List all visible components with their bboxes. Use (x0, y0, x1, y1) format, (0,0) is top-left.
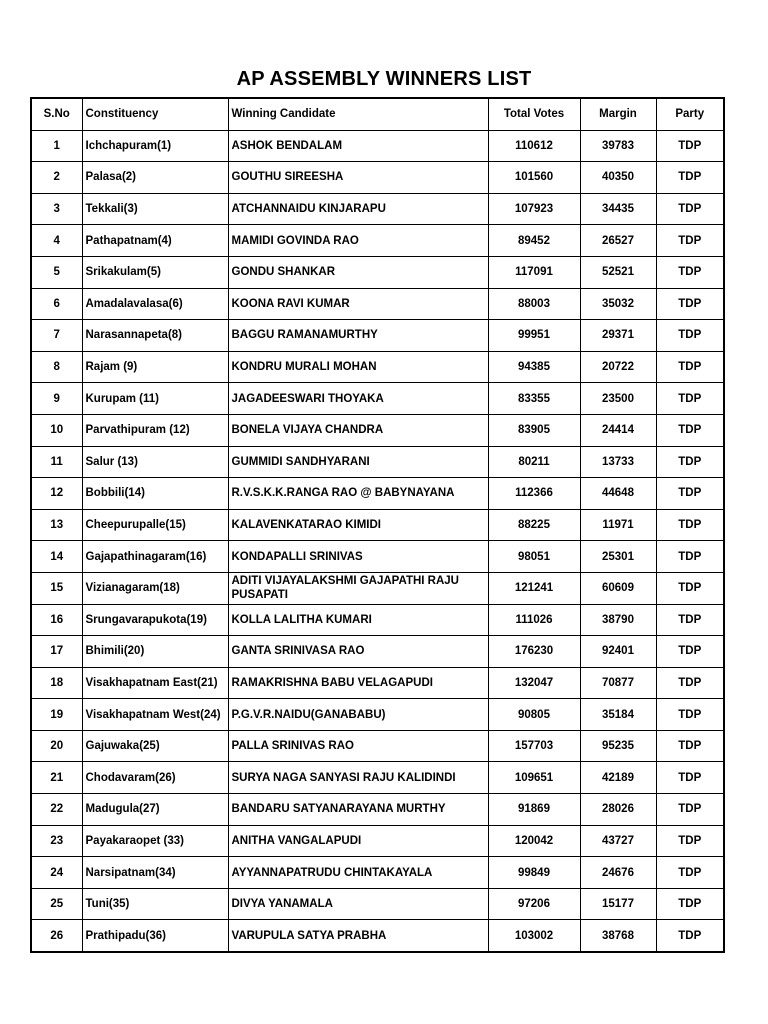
cell-margin: 13733 (580, 446, 656, 478)
cell-total-votes: 88003 (488, 288, 580, 320)
cell-sno: 14 (31, 541, 82, 573)
cell-margin: 26527 (580, 225, 656, 257)
column-header-candidate: Winning Candidate (228, 98, 488, 130)
table-row (31, 572, 724, 604)
column-header-constituency: Constituency (82, 98, 228, 130)
cell-sno: 21 (31, 762, 82, 794)
cell-total-votes: 99951 (488, 320, 580, 352)
cell-total-votes: 89452 (488, 225, 580, 257)
table-header-row (31, 98, 724, 130)
cell-margin: 11971 (580, 509, 656, 541)
cell-margin: 95235 (580, 730, 656, 762)
cell-candidate: P.G.V.R.NAIDU(GANABABU) (228, 699, 488, 731)
cell-candidate: BONELA VIJAYA CHANDRA (228, 414, 488, 446)
cell-candidate: ATCHANNAIDU KINJARAPU (228, 193, 488, 225)
table-row (31, 478, 724, 510)
cell-sno: 6 (31, 288, 82, 320)
cell-sno: 24 (31, 857, 82, 889)
cell-sno: 5 (31, 256, 82, 288)
table-row (31, 857, 724, 889)
table-row (31, 604, 724, 636)
cell-candidate: KONDAPALLI SRINIVAS (228, 541, 488, 573)
cell-margin: 24414 (580, 414, 656, 446)
cell-constituency: Srungavarapukota(19) (82, 604, 228, 636)
cell-total-votes: 101560 (488, 162, 580, 194)
cell-candidate: BANDARU SATYANARAYANA MURTHY (228, 794, 488, 826)
table-row (31, 920, 724, 952)
cell-margin: 29371 (580, 320, 656, 352)
cell-margin: 38768 (580, 920, 656, 952)
cell-party: TDP (656, 478, 724, 510)
column-header-sno: S.No (31, 98, 82, 130)
cell-sno: 26 (31, 920, 82, 952)
cell-candidate: MAMIDI GOVINDA RAO (228, 225, 488, 257)
cell-margin: 40350 (580, 162, 656, 194)
cell-margin: 70877 (580, 667, 656, 699)
cell-constituency: Visakhapatnam East(21) (82, 667, 228, 699)
table-row (31, 288, 724, 320)
winners-table (30, 97, 725, 953)
cell-candidate: ADITI VIJAYALAKSHMI GAJAPATHI RAJU PUSAPATI (228, 572, 488, 604)
table-row (31, 699, 724, 731)
cell-constituency: Vizianagaram(18) (82, 572, 228, 604)
cell-constituency: Salur (13) (82, 446, 228, 478)
cell-candidate: GONDU SHANKAR (228, 256, 488, 288)
cell-constituency: Narasannapeta(8) (82, 320, 228, 352)
cell-margin: 25301 (580, 541, 656, 573)
cell-party: TDP (656, 636, 724, 668)
cell-constituency: Pathapatnam(4) (82, 225, 228, 257)
table-row (31, 794, 724, 826)
cell-total-votes: 90805 (488, 699, 580, 731)
cell-sno: 20 (31, 730, 82, 762)
cell-constituency: Parvathipuram (12) (82, 414, 228, 446)
cell-sno: 10 (31, 414, 82, 446)
cell-party: TDP (656, 699, 724, 731)
cell-sno: 8 (31, 351, 82, 383)
cell-constituency: Ichchapuram(1) (82, 130, 228, 162)
cell-party: TDP (656, 288, 724, 320)
cell-total-votes: 98051 (488, 541, 580, 573)
page-title: AP ASSEMBLY WINNERS LIST (236, 68, 532, 90)
table-row (31, 256, 724, 288)
cell-total-votes: 103002 (488, 920, 580, 952)
cell-margin: 92401 (580, 636, 656, 668)
cell-constituency: Cheepurupalle(15) (82, 509, 228, 541)
cell-candidate: SURYA NAGA SANYASI RAJU KALIDINDI (228, 762, 488, 794)
cell-sno: 22 (31, 794, 82, 826)
cell-total-votes: 110612 (488, 130, 580, 162)
cell-candidate: PALLA SRINIVAS RAO (228, 730, 488, 762)
cell-constituency: Tuni(35) (82, 888, 228, 920)
cell-party: TDP (656, 604, 724, 636)
table-row (31, 225, 724, 257)
cell-party: TDP (656, 888, 724, 920)
cell-candidate: JAGADEESWARI THOYAKA (228, 383, 488, 415)
cell-party: TDP (656, 541, 724, 573)
cell-party: TDP (656, 130, 724, 162)
cell-candidate: GOUTHU SIREESHA (228, 162, 488, 194)
cell-sno: 19 (31, 699, 82, 731)
cell-constituency: Gajuwaka(25) (82, 730, 228, 762)
cell-party: TDP (656, 351, 724, 383)
cell-constituency: Visakhapatnam West(24) (82, 699, 228, 731)
cell-margin: 42189 (580, 762, 656, 794)
cell-candidate: ASHOK BENDALAM (228, 130, 488, 162)
table-row (31, 509, 724, 541)
cell-margin: 28026 (580, 794, 656, 826)
cell-candidate: KOONA RAVI KUMAR (228, 288, 488, 320)
cell-candidate: KOLLA LALITHA KUMARI (228, 604, 488, 636)
cell-total-votes: 83905 (488, 414, 580, 446)
cell-total-votes: 107923 (488, 193, 580, 225)
cell-sno: 2 (31, 162, 82, 194)
cell-total-votes: 99849 (488, 857, 580, 889)
table-row (31, 383, 724, 415)
cell-total-votes: 117091 (488, 256, 580, 288)
column-header-party: Party (656, 98, 724, 130)
cell-total-votes: 91869 (488, 794, 580, 826)
table-row (31, 193, 724, 225)
cell-candidate: VARUPULA SATYA PRABHA (228, 920, 488, 952)
cell-constituency: Chodavaram(26) (82, 762, 228, 794)
cell-constituency: Payakaraopet (33) (82, 825, 228, 857)
cell-total-votes: 80211 (488, 446, 580, 478)
cell-party: TDP (656, 383, 724, 415)
cell-party: TDP (656, 320, 724, 352)
cell-constituency: Tekkali(3) (82, 193, 228, 225)
table-row (31, 636, 724, 668)
cell-margin: 15177 (580, 888, 656, 920)
cell-total-votes: 97206 (488, 888, 580, 920)
cell-candidate: DIVYA YANAMALA (228, 888, 488, 920)
cell-total-votes: 109651 (488, 762, 580, 794)
cell-party: TDP (656, 667, 724, 699)
table-row (31, 888, 724, 920)
cell-constituency: Palasa(2) (82, 162, 228, 194)
table-row (31, 825, 724, 857)
table-row (31, 446, 724, 478)
cell-sno: 23 (31, 825, 82, 857)
column-header-margin: Margin (580, 98, 656, 130)
cell-candidate: R.V.S.K.K.RANGA RAO @ BABYNAYANA (228, 478, 488, 510)
cell-constituency: Prathipadu(36) (82, 920, 228, 952)
cell-margin: 23500 (580, 383, 656, 415)
cell-party: TDP (656, 572, 724, 604)
cell-constituency: Kurupam (11) (82, 383, 228, 415)
cell-constituency: Narsipatnam(34) (82, 857, 228, 889)
cell-constituency: Rajam (9) (82, 351, 228, 383)
cell-candidate: KALAVENKATARAO KIMIDI (228, 509, 488, 541)
cell-candidate: GUMMIDI SANDHYARANI (228, 446, 488, 478)
cell-sno: 13 (31, 509, 82, 541)
cell-party: TDP (656, 509, 724, 541)
cell-sno: 4 (31, 225, 82, 257)
cell-constituency: Bhimili(20) (82, 636, 228, 668)
cell-total-votes: 83355 (488, 383, 580, 415)
cell-party: TDP (656, 162, 724, 194)
cell-constituency: Gajapathinagaram(16) (82, 541, 228, 573)
cell-party: TDP (656, 446, 724, 478)
cell-sno: 17 (31, 636, 82, 668)
cell-total-votes: 112366 (488, 478, 580, 510)
cell-total-votes: 120042 (488, 825, 580, 857)
cell-margin: 44648 (580, 478, 656, 510)
table-row (31, 541, 724, 573)
table-row (31, 320, 724, 352)
cell-party: TDP (656, 193, 724, 225)
cell-sno: 16 (31, 604, 82, 636)
cell-total-votes: 121241 (488, 572, 580, 604)
cell-candidate: KONDRU MURALI MOHAN (228, 351, 488, 383)
cell-total-votes: 94385 (488, 351, 580, 383)
column-header-total-votes: Total Votes (488, 98, 580, 130)
table-row (31, 162, 724, 194)
cell-margin: 35032 (580, 288, 656, 320)
cell-candidate: RAMAKRISHNA BABU VELAGAPUDI (228, 667, 488, 699)
cell-margin: 52521 (580, 256, 656, 288)
cell-margin: 39783 (580, 130, 656, 162)
cell-party: TDP (656, 794, 724, 826)
cell-candidate: ANITHA VANGALAPUDI (228, 825, 488, 857)
cell-party: TDP (656, 256, 724, 288)
cell-sno: 1 (31, 130, 82, 162)
cell-constituency: Madugula(27) (82, 794, 228, 826)
cell-total-votes: 88225 (488, 509, 580, 541)
cell-party: TDP (656, 762, 724, 794)
cell-sno: 7 (31, 320, 82, 352)
cell-party: TDP (656, 730, 724, 762)
cell-sno: 12 (31, 478, 82, 510)
cell-sno: 18 (31, 667, 82, 699)
table-row (31, 351, 724, 383)
cell-margin: 35184 (580, 699, 656, 731)
cell-candidate: GANTA SRINIVASA RAO (228, 636, 488, 668)
cell-constituency: Bobbili(14) (82, 478, 228, 510)
table-row (31, 130, 724, 162)
cell-candidate: AYYANNAPATRUDU CHINTAKAYALA (228, 857, 488, 889)
cell-total-votes: 132047 (488, 667, 580, 699)
table-row (31, 414, 724, 446)
cell-party: TDP (656, 825, 724, 857)
cell-party: TDP (656, 225, 724, 257)
cell-sno: 9 (31, 383, 82, 415)
cell-candidate: BAGGU RAMANAMURTHY (228, 320, 488, 352)
cell-total-votes: 157703 (488, 730, 580, 762)
cell-total-votes: 111026 (488, 604, 580, 636)
cell-margin: 20722 (580, 351, 656, 383)
cell-total-votes: 176230 (488, 636, 580, 668)
cell-constituency: Amadalavalasa(6) (82, 288, 228, 320)
cell-party: TDP (656, 920, 724, 952)
cell-margin: 34435 (580, 193, 656, 225)
cell-sno: 3 (31, 193, 82, 225)
table-row (31, 730, 724, 762)
table-row (31, 667, 724, 699)
cell-sno: 15 (31, 572, 82, 604)
table-body (31, 130, 724, 952)
cell-margin: 43727 (580, 825, 656, 857)
cell-party: TDP (656, 857, 724, 889)
cell-sno: 11 (31, 446, 82, 478)
table-row (31, 762, 724, 794)
cell-margin: 24676 (580, 857, 656, 889)
cell-constituency: Srikakulam(5) (82, 256, 228, 288)
cell-party: TDP (656, 414, 724, 446)
cell-margin: 60609 (580, 572, 656, 604)
cell-sno: 25 (31, 888, 82, 920)
cell-margin: 38790 (580, 604, 656, 636)
